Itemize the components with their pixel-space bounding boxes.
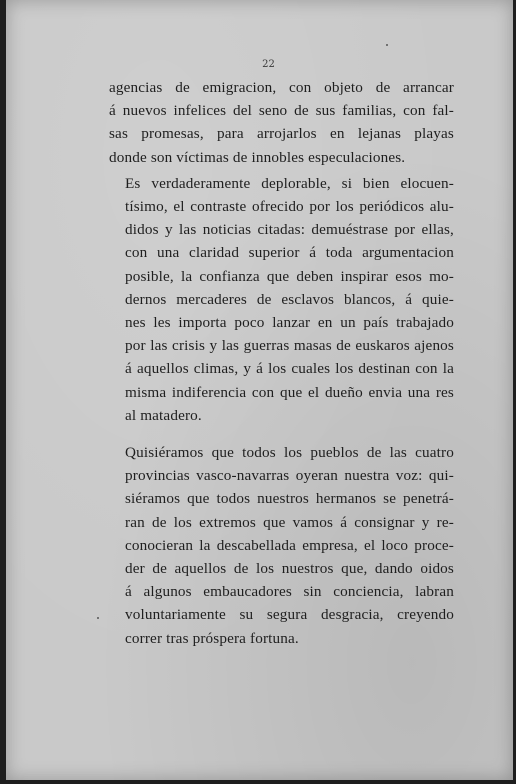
text-line: tísimo, el contraste ofrecido por los periódicos alu-: [125, 198, 454, 216]
page-number: 22: [262, 59, 275, 70]
text-line: posible, la confianza que deben inspirar esos mo-: [125, 267, 454, 285]
text-line: der de aquellos de los nuestros que, dando oidos: [125, 560, 454, 578]
text-line: agencias de emigracion, con objeto de arrancar: [109, 79, 454, 96]
body-text: [109, 76, 454, 650]
paper-speck: [386, 44, 388, 46]
text-line: á algunos embaucadores sin conciencia, labran: [125, 583, 454, 601]
text-line: á nuevos infelices del seno de sus familias, con fal-: [109, 102, 454, 120]
text-line: didos y las noticias citadas: demuéstrase por ellas,: [125, 221, 454, 239]
paper-speck: [97, 617, 99, 619]
text-line: misma indiferencia con que el dueño envia una res: [125, 383, 454, 401]
text-line: á aquellos climas, y á los cuales los destinan con la: [125, 360, 454, 378]
text-line: donde son víctimas de innobles especulaciones.: [109, 148, 406, 166]
paragraph-1: [109, 76, 454, 169]
text-line: conocieran la descabellada empresa, el loco proce-: [125, 536, 454, 554]
book-page: [6, 0, 513, 780]
text-line: con una claridad superior á toda argumentacion: [125, 244, 454, 262]
text-line: al matadero.: [125, 406, 202, 424]
text-line: dernos mercaderes de esclavos blancos, á quie-: [125, 290, 454, 308]
paragraph-2: [109, 172, 454, 427]
text-line: por las crisis y las guerras masas de euskaros ajenos: [125, 337, 454, 355]
text-line: sas promesas, para arrojarlos en lejanas playas: [109, 125, 454, 143]
text-line: nes les importa poco lanzar en un país trabajado: [125, 314, 454, 332]
text-line: provincias vasco-navarras oyeran nuestra voz: qui-: [125, 467, 454, 485]
paragraph-3: [109, 441, 454, 650]
text-line: Es verdaderamente deplorable, si bien elocuen-: [125, 174, 454, 192]
text-line: ran de los extremos que vamos á consignar y re-: [125, 513, 454, 531]
text-line: correr tras próspera fortuna.: [125, 629, 299, 647]
text-line: siéramos que todos nuestros hermanos se penetrá-: [125, 490, 454, 508]
text-line: voluntariamente su segura desgracia, creyendo: [125, 606, 454, 624]
text-line: Quisiéramos que todos los pueblos de las cuatro: [125, 444, 454, 462]
